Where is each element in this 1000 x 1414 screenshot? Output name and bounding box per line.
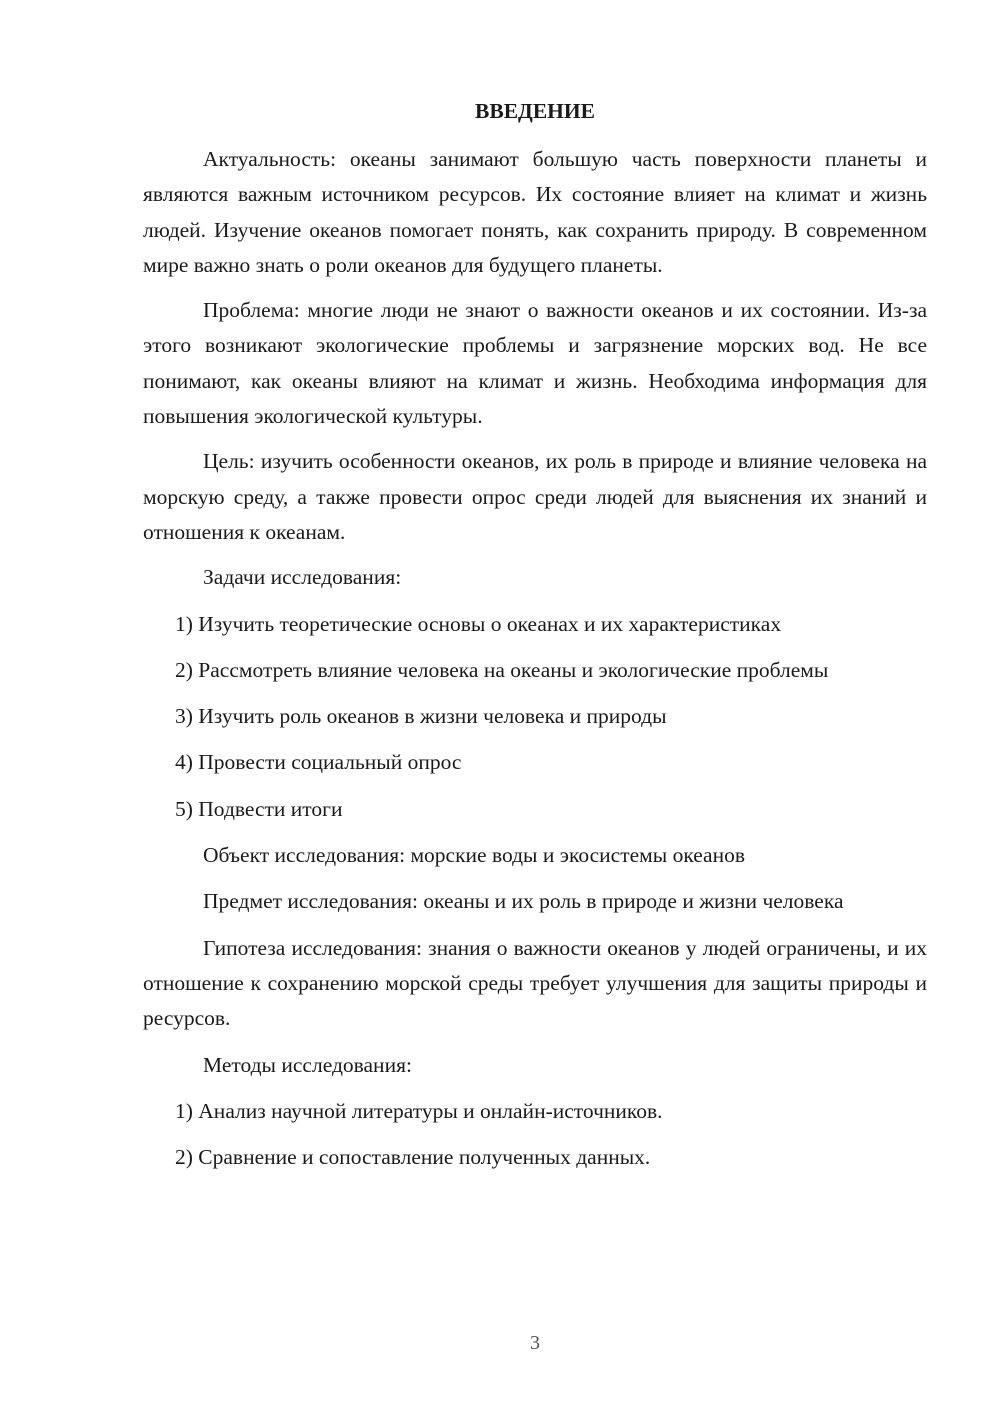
page-number: 3 xyxy=(530,1332,540,1354)
tasks-title: Задачи исследования: xyxy=(203,565,402,590)
methods-title: Методы исследования: xyxy=(203,1052,412,1077)
goal-paragraph: Цель: изучить особенности океанов, их роль в природе и влияние человека на морскую среду, а также провести опрос среди людей для выяснения их знаний и отношения к океанам. xyxy=(143,449,927,544)
task-item: 4) Провести социальный опрос xyxy=(175,750,462,775)
subject-paragraph: Предмет исследования: океаны и их роль в природе и жизни человека xyxy=(203,889,844,914)
task-item: 1) Изучить теоретические основы о океанах и их характеристиках xyxy=(175,611,782,636)
method-item: 1) Анализ научной литературы и онлайн-источников. xyxy=(175,1098,663,1123)
page-content xyxy=(143,96,927,1175)
task-item: 5) Подвести итоги xyxy=(175,796,343,821)
relevance-paragraph: Актуальность: океаны занимают большую часть поверхности планеты и являются важным источником ресурсов. Их состояние влияет на климат и жизнь людей. Изучение океанов помогает понять, как сохранить природу. В современном мире важно знать о роли океанов для будущего планеты. xyxy=(143,147,927,277)
section-heading: ВВЕДЕНИЕ xyxy=(475,99,595,123)
hypothesis-paragraph: Гипотеза исследования: знания о важности океанов у людей ограничены, и их отношение к сохранению морской среды требует улучшения для защиты природы и ресурсов. xyxy=(143,935,927,1031)
problem-paragraph: Проблема: многие люди не знают о важности океанов и их состоянии. Из-за этого возникают экологические проблемы и загрязнение морских вод. Не все понимают, как океаны влияют на климат и жизнь. Необходима информация для повышения экологической культуры. xyxy=(143,298,927,429)
method-item: 2) Сравнение и сопоставление полученных данных. xyxy=(175,1145,651,1170)
task-item: 2) Рассмотреть влияние человека на океаны и экологические проблемы xyxy=(175,657,829,682)
task-item: 3) Изучить роль океанов в жизни человека и природы xyxy=(175,704,667,729)
object-paragraph: Объект исследования: морские воды и экосистемы океанов xyxy=(203,843,745,868)
